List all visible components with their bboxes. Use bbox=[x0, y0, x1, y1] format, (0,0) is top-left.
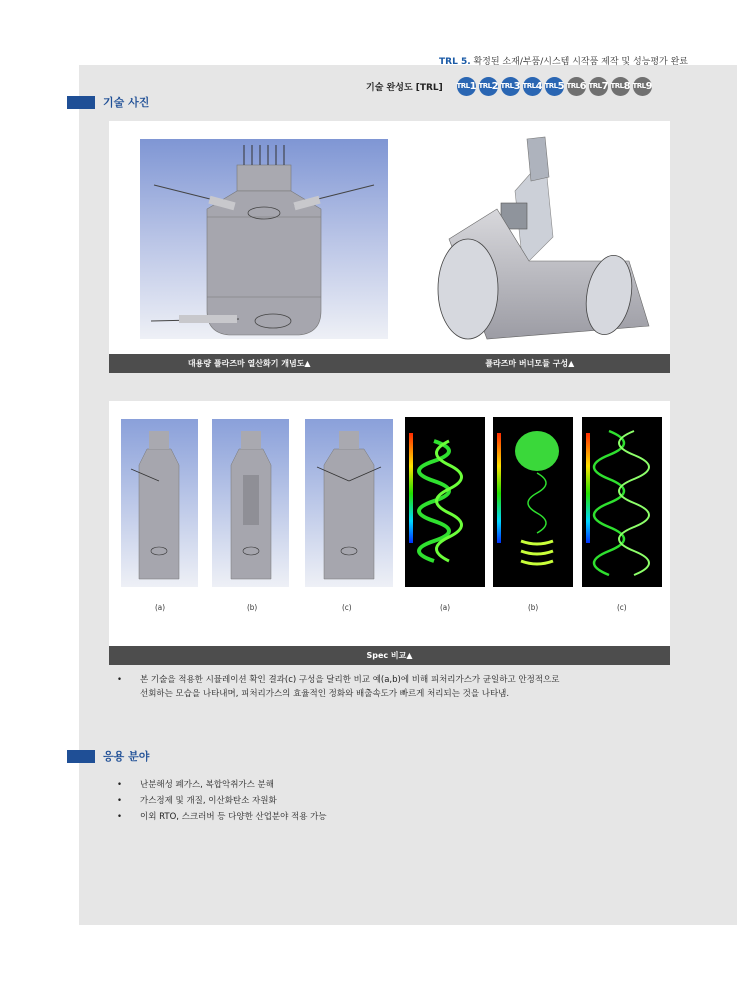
trl-badge-2 bbox=[479, 77, 498, 96]
caption-spec-compare: Spec 비교▲ bbox=[366, 651, 413, 660]
geometry-c bbox=[305, 419, 393, 587]
geometry-a bbox=[121, 419, 198, 587]
concept-figures bbox=[109, 121, 670, 354]
section-apps-title: 응용 분야 bbox=[103, 750, 150, 763]
geometry-b bbox=[212, 419, 289, 587]
description-line-2: 선회하는 모습을 나타내며, 피처리가스의 효율적인 정화와 배출속도가 빠르게 처리되는 것을 나타냄. bbox=[140, 689, 510, 699]
trl-label: 기술 완성도 [TRL] bbox=[366, 82, 443, 93]
trl-badge-prefix: TRL bbox=[478, 82, 492, 90]
trl-badge-prefix: TRL bbox=[500, 82, 514, 90]
trl-badge-prefix: TRL bbox=[522, 82, 536, 90]
panel2-caption-bar bbox=[109, 646, 670, 665]
trl-badge-prefix: TRL bbox=[588, 82, 602, 90]
trl-badge-number: 4 bbox=[535, 80, 543, 92]
photo-panel-2 bbox=[109, 401, 670, 665]
label-streamline-c: (c) bbox=[617, 603, 627, 612]
label-geometry-b: (b) bbox=[247, 603, 258, 612]
trl-badges bbox=[457, 77, 652, 96]
trl-badge-prefix: TRL bbox=[544, 82, 558, 90]
application-item: • 난분해성 폐가스, 복합악취가스 분해 bbox=[117, 777, 327, 793]
trl-status-text: 확정된 소재/부품/시스템 시작품 제작 및 성능평가 완료 bbox=[470, 57, 688, 67]
trl-badge-prefix: TRL bbox=[456, 82, 470, 90]
trl-badge-5 bbox=[545, 77, 564, 96]
trl-badge-6 bbox=[567, 77, 586, 96]
section-marker bbox=[67, 750, 95, 763]
trl-badge-prefix: TRL bbox=[632, 82, 646, 90]
application-item: • 이외 RTO, 스크러버 등 다양한 산업분야 적용 가능 bbox=[117, 809, 327, 825]
velocity-streamline-b bbox=[493, 417, 573, 587]
trl-badge-prefix: TRL bbox=[566, 82, 580, 90]
application-item: • 가스정제 및 개질, 이산화탄소 자원화 bbox=[117, 793, 327, 809]
burner-module-diagram bbox=[438, 137, 649, 339]
velocity-streamline-a bbox=[405, 417, 485, 587]
label-streamline-a: (a) bbox=[440, 603, 451, 612]
trl-badge-number: 5 bbox=[557, 80, 565, 92]
trl-status-line bbox=[439, 54, 688, 67]
trl-badge-number: 8 bbox=[623, 80, 631, 92]
caption-burner-module: 플라즈마 버너모듈 구성▲ bbox=[485, 359, 575, 368]
trl-indicator bbox=[366, 75, 652, 97]
label-geometry-c: (c) bbox=[342, 603, 352, 612]
photo-panel-1 bbox=[109, 121, 670, 373]
trl-badge-number: 1 bbox=[469, 80, 477, 92]
description-item bbox=[117, 673, 559, 701]
caption-oxidizer-concept: 대용량 플라즈마 열산화기 개념도▲ bbox=[187, 359, 311, 368]
simulation-figures bbox=[109, 401, 670, 646]
panel1-caption-bar bbox=[109, 354, 670, 373]
trl-badge-number: 2 bbox=[491, 80, 499, 92]
trl-badge-1 bbox=[457, 77, 476, 96]
velocity-streamline-c bbox=[582, 417, 662, 587]
trl-badge-number: 9 bbox=[645, 80, 653, 92]
oxidizer-concept-diagram bbox=[140, 139, 388, 339]
label-geometry-a: (a) bbox=[155, 603, 166, 612]
trl-badge-number: 3 bbox=[513, 80, 521, 92]
trl-badge-7 bbox=[589, 77, 608, 96]
trl-badge-number: 7 bbox=[601, 80, 609, 92]
trl-badge-9 bbox=[633, 77, 652, 96]
section-apps-header bbox=[67, 748, 149, 764]
section-photos-header bbox=[67, 94, 149, 110]
applications-list bbox=[117, 777, 327, 825]
section-marker bbox=[67, 96, 95, 109]
trl-badge-3 bbox=[501, 77, 520, 96]
trl-status-level: TRL 5. bbox=[439, 57, 471, 67]
section-photos-title: 기술 사진 bbox=[103, 96, 150, 109]
trl-badge-4 bbox=[523, 77, 542, 96]
trl-badge-prefix: TRL bbox=[610, 82, 624, 90]
description-list bbox=[117, 673, 559, 701]
label-streamline-b: (b) bbox=[528, 603, 539, 612]
description-line-1: 본 기술을 적용한 시뮬레이션 확인 결과(c) 구성을 달리한 비교 예(a,b)에 비해 피처리가스가 균일하고 안정적으로 bbox=[140, 675, 560, 685]
trl-badge-8 bbox=[611, 77, 630, 96]
trl-badge-number: 6 bbox=[579, 80, 587, 92]
